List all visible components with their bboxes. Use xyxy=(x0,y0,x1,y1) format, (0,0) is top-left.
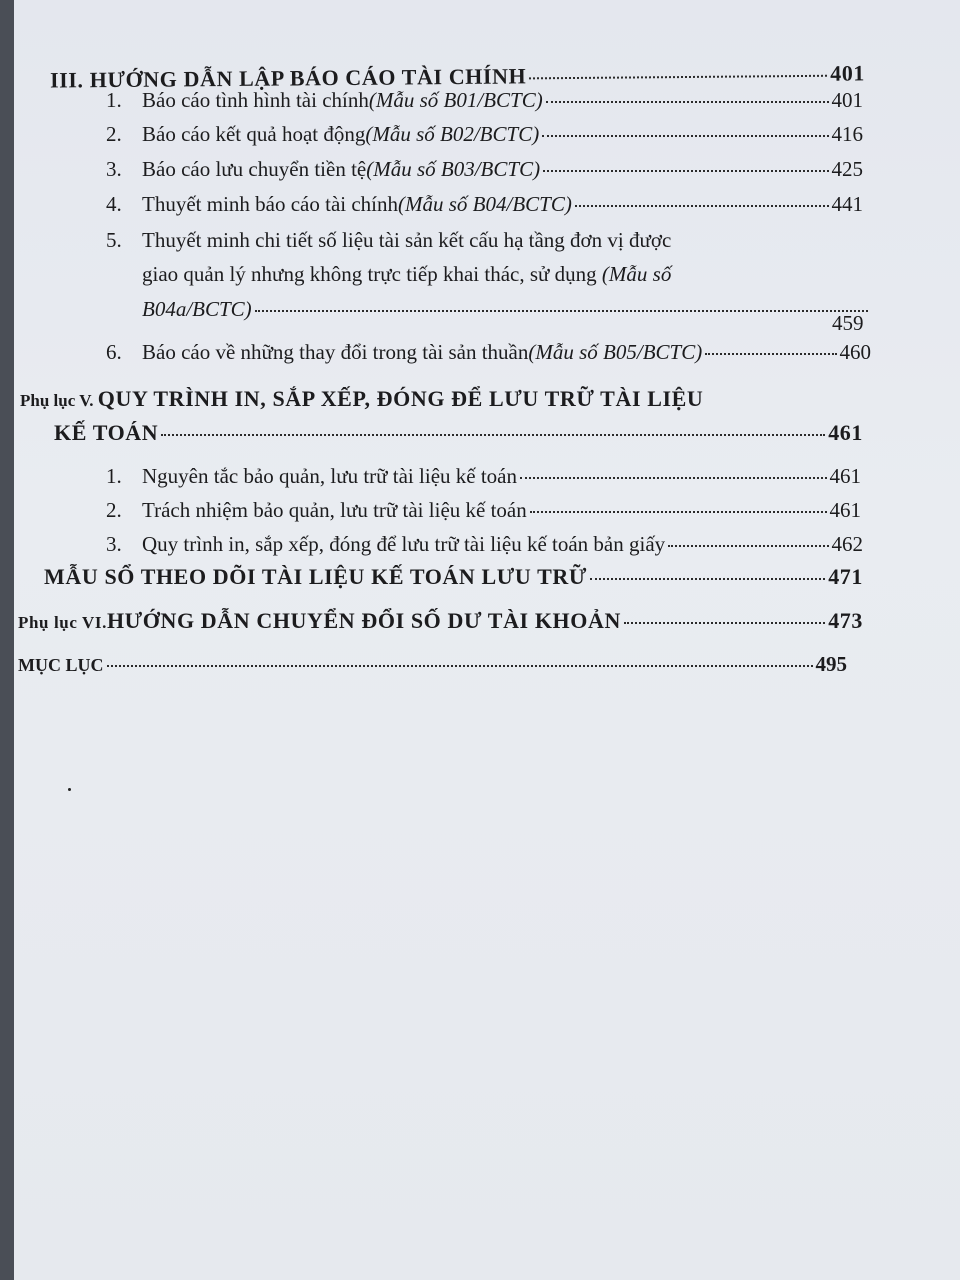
toc-item-number: 2. xyxy=(106,498,122,522)
toc-item-form: (Mẫu số B04/BCTC) xyxy=(398,192,572,216)
toc-mau-so-title: MẪU SỔ THEO DÕI TÀI LIỆU KẾ TOÁN LƯU TRỮ xyxy=(44,564,587,589)
toc-page-number: 473 xyxy=(828,608,863,633)
toc-mau-so[interactable] xyxy=(44,564,863,590)
toc-page-number: 425 xyxy=(831,157,863,181)
toc-item-title: Báo cáo kết quả hoạt động xyxy=(142,122,366,146)
toc-item[interactable] xyxy=(106,464,861,489)
toc-item-form: (Mẫu số xyxy=(601,262,672,286)
toc-page-number: 416 xyxy=(831,122,863,146)
toc-page-number: 495 xyxy=(815,652,847,676)
toc-appendix-prefix: Phụ lục VI. xyxy=(18,613,107,632)
toc-appendix-title: QUY TRÌNH IN, SẮP XẾP, ĐÓNG ĐỂ LƯU TRỮ TÀI LIỆU xyxy=(97,386,704,411)
toc-leader-dots xyxy=(705,353,836,355)
toc-item-title: Nguyên tắc bảo quản, lưu trữ tài liệu kế toán xyxy=(142,464,517,488)
toc-muc-luc[interactable] xyxy=(18,652,847,677)
toc-page-number: 460 xyxy=(839,340,871,364)
toc-page-number: 401 xyxy=(830,60,866,86)
toc-item-form: (Mẫu số B02/BCTC) xyxy=(365,122,540,146)
toc-item-number: 5. xyxy=(106,228,122,252)
toc-item-number: 4. xyxy=(106,192,122,216)
toc-page-number: 401 xyxy=(831,88,863,112)
toc-item[interactable] xyxy=(106,157,863,182)
toc-page-number: 461 xyxy=(828,420,863,445)
toc-page-number: 462 xyxy=(831,532,863,556)
toc-appendix-v-line1[interactable] xyxy=(20,386,703,412)
toc-appendix-title-continued: KẾ TOÁN xyxy=(54,420,159,445)
toc-page-number: 461 xyxy=(829,464,861,488)
toc-item[interactable] xyxy=(106,192,863,217)
toc-page-number: 461 xyxy=(829,498,861,522)
toc-item[interactable] xyxy=(106,88,863,113)
toc-leader-dots xyxy=(530,511,827,513)
toc-page-number: 459 xyxy=(832,311,864,335)
toc-item-title: Báo cáo tình hình tài chính xyxy=(142,88,369,112)
toc-appendix-vi[interactable] xyxy=(18,608,863,634)
toc-leader-dots xyxy=(520,477,827,479)
toc-item-number: 6. xyxy=(106,340,122,364)
ink-speck xyxy=(68,788,71,791)
toc-item[interactable] xyxy=(106,340,871,365)
toc-item-title-continued: giao quản lý nhưng không trực tiếp khai thác, sử dụng xyxy=(142,262,602,286)
toc-item-title: Thuyết minh báo cáo tài chính xyxy=(142,192,399,216)
toc-item-form: B04a/BCTC) xyxy=(142,297,252,321)
toc-item-5-page xyxy=(832,311,864,336)
toc-leader-dots xyxy=(161,434,825,436)
book-page xyxy=(14,0,960,1280)
toc-appendix-prefix: Phụ lục V. xyxy=(20,391,98,410)
toc-leader-dots xyxy=(575,205,829,207)
toc-item-form: (Mẫu số B05/BCTC) xyxy=(528,340,703,364)
toc-leader-dots xyxy=(668,545,828,547)
toc-muc-luc-title: MỤC LỤC xyxy=(18,655,104,675)
toc-appendix-title: HƯỚNG DẪN CHUYỂN ĐỔI SỐ DƯ TÀI KHOẢN xyxy=(106,608,621,633)
toc-item-title: Quy trình in, sắp xếp, đóng để lưu trữ tài liệu kế toán bản giấy xyxy=(142,532,666,556)
toc-item-number: 3. xyxy=(106,157,122,181)
toc-leader-dots xyxy=(624,622,825,624)
toc-section-iii-title: III. HƯỚNG DẪN LẬP BÁO CÁO TÀI CHÍNH xyxy=(49,63,527,93)
toc-item-number: 3. xyxy=(106,532,122,556)
toc-item-number: 2. xyxy=(106,122,122,146)
toc-item-title: Báo cáo về những thay đổi trong tài sản thuần xyxy=(142,340,529,364)
toc-item-title: Báo cáo lưu chuyển tiền tệ xyxy=(142,157,367,181)
toc-page-number: 471 xyxy=(828,564,863,589)
toc-item-title: Trách nhiệm bảo quản, lưu trữ tài liệu kế toán xyxy=(142,498,527,522)
toc-item[interactable] xyxy=(142,297,871,322)
toc-item-form: (Mẫu số B03/BCTC) xyxy=(366,157,541,181)
toc-page-number: 441 xyxy=(831,192,863,216)
toc-item-number: 1. xyxy=(106,88,122,112)
toc-leader-dots xyxy=(542,135,828,137)
toc-item-form: (Mẫu số B01/BCTC) xyxy=(368,88,543,112)
toc-item-5-line2 xyxy=(142,262,671,287)
toc-leader-dots xyxy=(543,170,828,172)
toc-item-5-line1 xyxy=(106,228,671,253)
toc-item[interactable] xyxy=(106,122,863,147)
toc-item[interactable] xyxy=(106,532,863,557)
toc-item[interactable] xyxy=(106,498,861,523)
toc-leader-dots xyxy=(546,101,829,103)
toc-item-number: 1. xyxy=(106,464,122,488)
toc-appendix-v[interactable] xyxy=(54,420,863,446)
toc-leader-dots xyxy=(529,75,827,80)
toc-leader-dots xyxy=(255,310,868,312)
toc-leader-dots xyxy=(107,665,813,667)
toc-leader-dots xyxy=(590,578,825,580)
toc-item-title: Thuyết minh chi tiết số liệu tài sản kết cấu hạ tầng đơn vị được xyxy=(142,228,672,252)
